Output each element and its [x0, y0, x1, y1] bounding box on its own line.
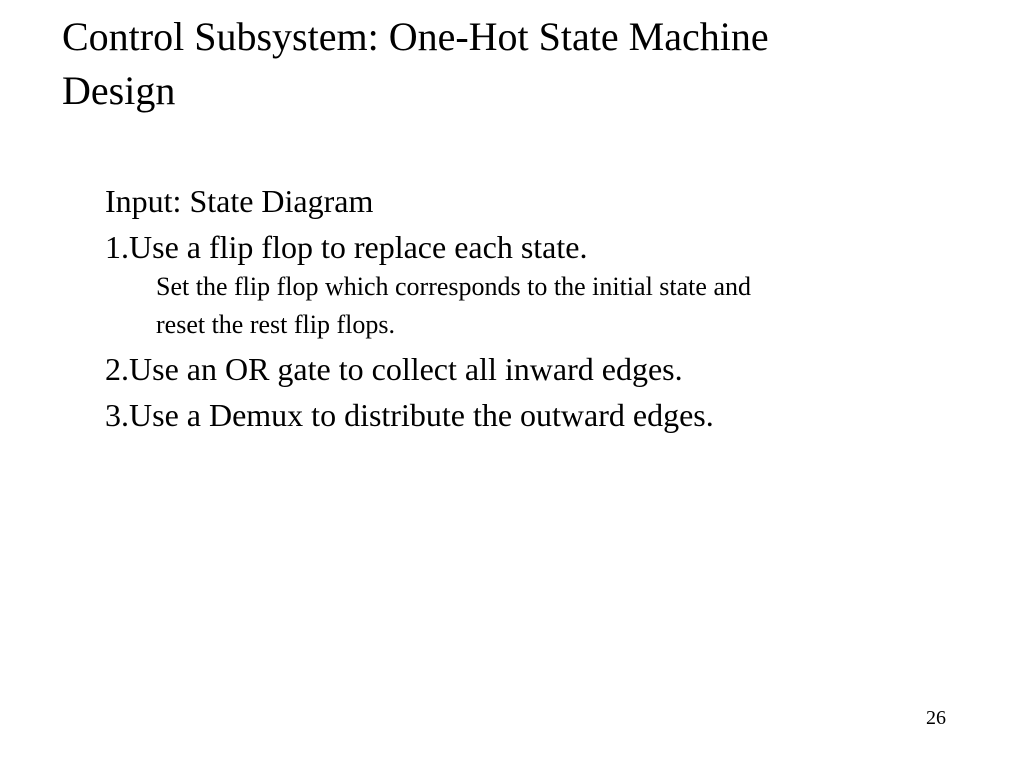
slide-content	[105, 178, 985, 438]
step-1: 1.Use a flip flop to replace each state.	[105, 229, 588, 265]
input-line: Input: State Diagram	[105, 183, 374, 219]
step-1-detail-line-2: reset the rest flip flops.	[156, 310, 395, 339]
slide-title	[62, 10, 962, 118]
step-1-detail	[105, 268, 985, 344]
step-1-detail-line-1: Set the flip flop which corresponds to the initial state and	[156, 272, 751, 301]
step-2: 2.Use an OR gate to collect all inward edges.	[105, 351, 683, 387]
slide-title-line-1: Control Subsystem: One-Hot State Machine	[62, 14, 769, 59]
step-3: 3.Use a Demux to distribute the outward edges.	[105, 397, 714, 433]
slide-title-line-2: Design	[62, 68, 176, 113]
page-number: 26	[926, 707, 946, 729]
